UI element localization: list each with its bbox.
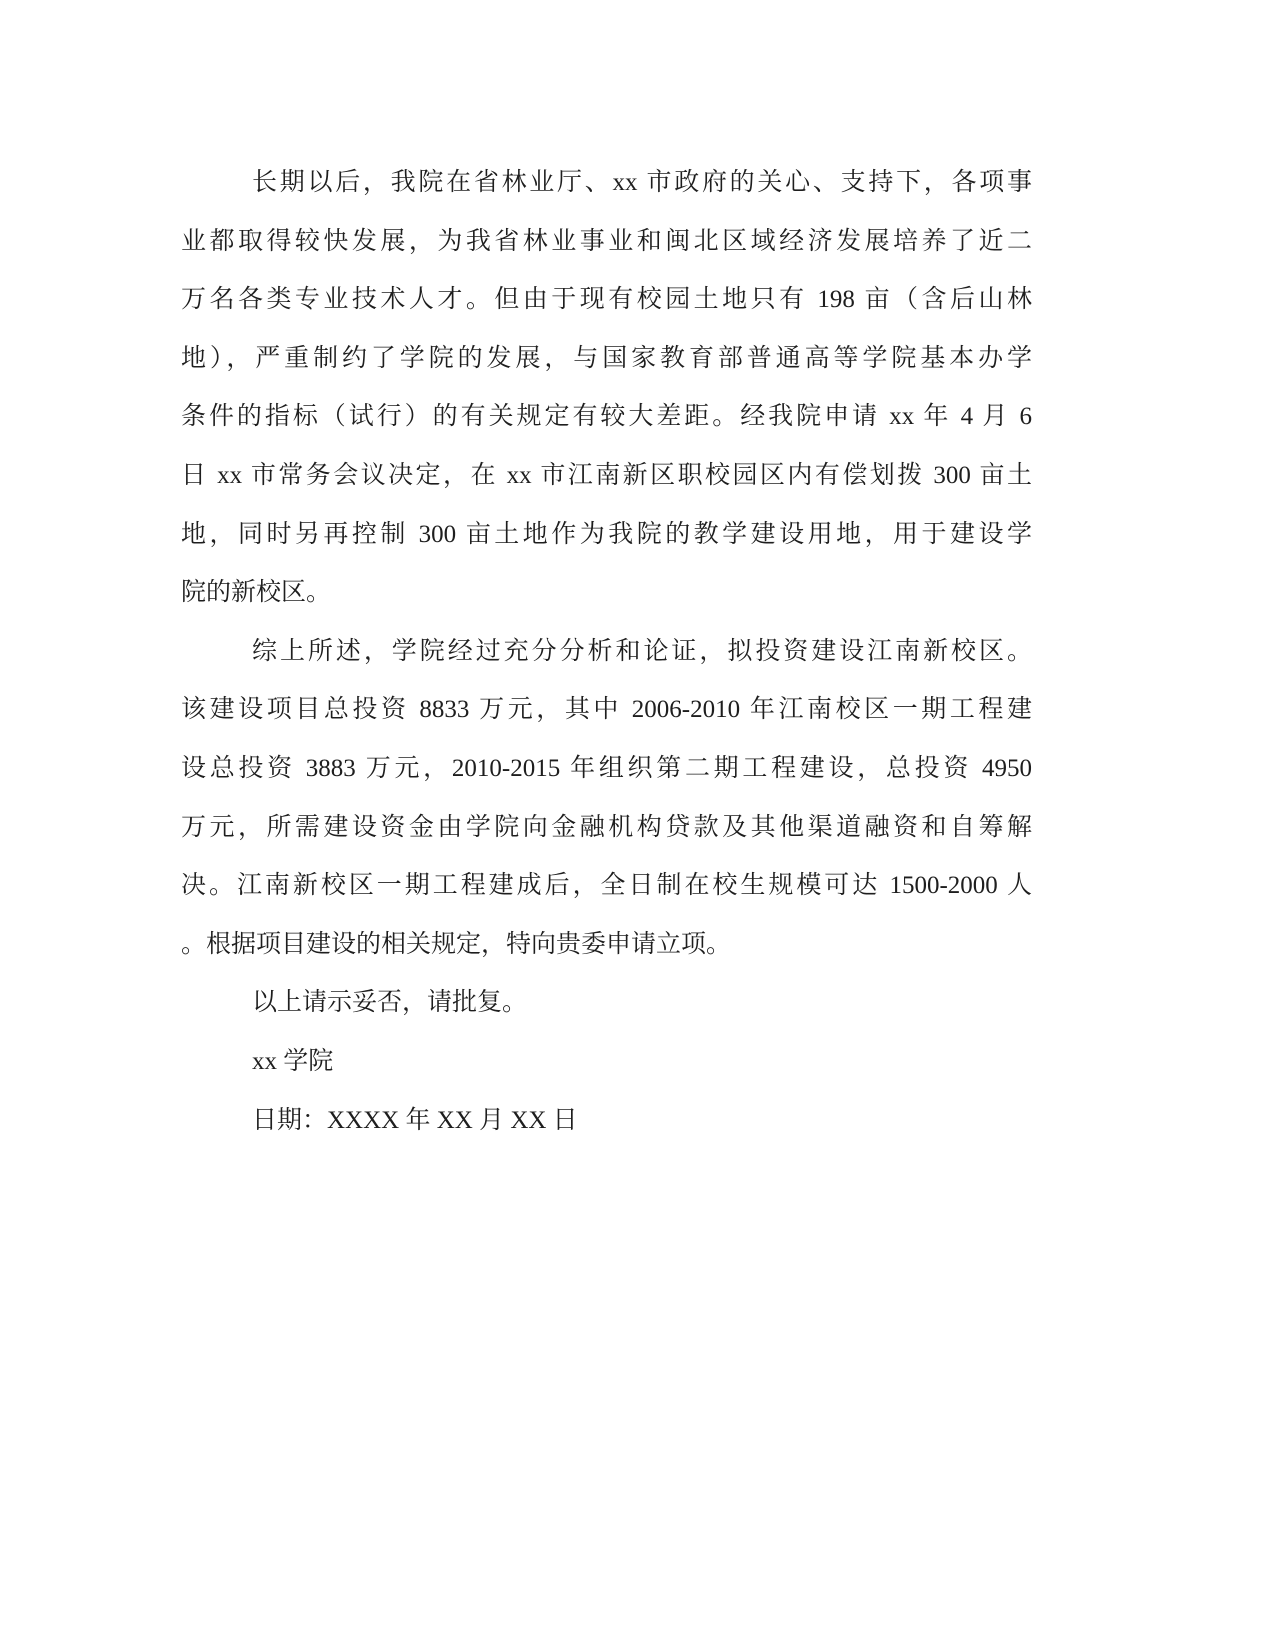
text-line: 院的新校区。: [181, 579, 332, 607]
text-line: 。根据项目建设的相关规定，特向贵委申请立项。: [181, 930, 732, 958]
paragraph-summary: [181, 623, 1032, 975]
text-line: 决。江南新校区一期工程建成后，全日制在校生规模可达 1500-2000 人: [181, 872, 1032, 900]
text-line: 设总投资 3883 万元，2010-2015 年组织第二期工程建设，总投资 4950: [181, 754, 1032, 782]
text-line: 业都取得较快发展，为我省林业事业和闽北区域经济发展培养了近二: [181, 227, 1032, 255]
paragraph-background: [181, 154, 1032, 623]
signature-organization: xx 学院: [252, 1047, 334, 1075]
text-line: 万元，所需建设资金由学院向金融机构贷款及其他渠道融资和自筹解: [181, 813, 1032, 841]
signature-date: 日期：XXXX 年 XX 月 XX 日: [252, 1106, 578, 1134]
paragraph-closing: [181, 974, 1032, 1033]
signature-block: [181, 1033, 1032, 1150]
text-line: 日 xx 市常务会议决定，在 xx 市江南新区职校园区内有偿划拨 300 亩土: [181, 461, 1032, 489]
text-line: 万名各类专业技术人才。但由于现有校园土地只有 198 亩（含后山林: [181, 286, 1032, 314]
text-line: 长期以后，我院在省林业厅、xx 市政府的关心、支持下，各项事: [252, 169, 1032, 196]
text-line: 该建设项目总投资 8833 万元，其中 2006-2010 年江南校区一期工程建: [181, 696, 1032, 724]
text-line: 以上请示妥否，请批复。: [252, 989, 528, 1017]
text-line: 地，同时另再控制 300 亩土地作为我院的教学建设用地，用于建设学: [181, 520, 1032, 548]
text-line: 综上所述，学院经过充分分析和论证，拟投资建设江南新校区。: [252, 637, 1032, 665]
text-line: 条件的指标（试行）的有关规定有较大差距。经我院申请 xx 年 4 月 6: [181, 403, 1032, 431]
text-line: 地），严重制约了学院的发展，与国家教育部普通高等学院基本办学: [181, 344, 1032, 372]
document-body: [181, 154, 1032, 1150]
